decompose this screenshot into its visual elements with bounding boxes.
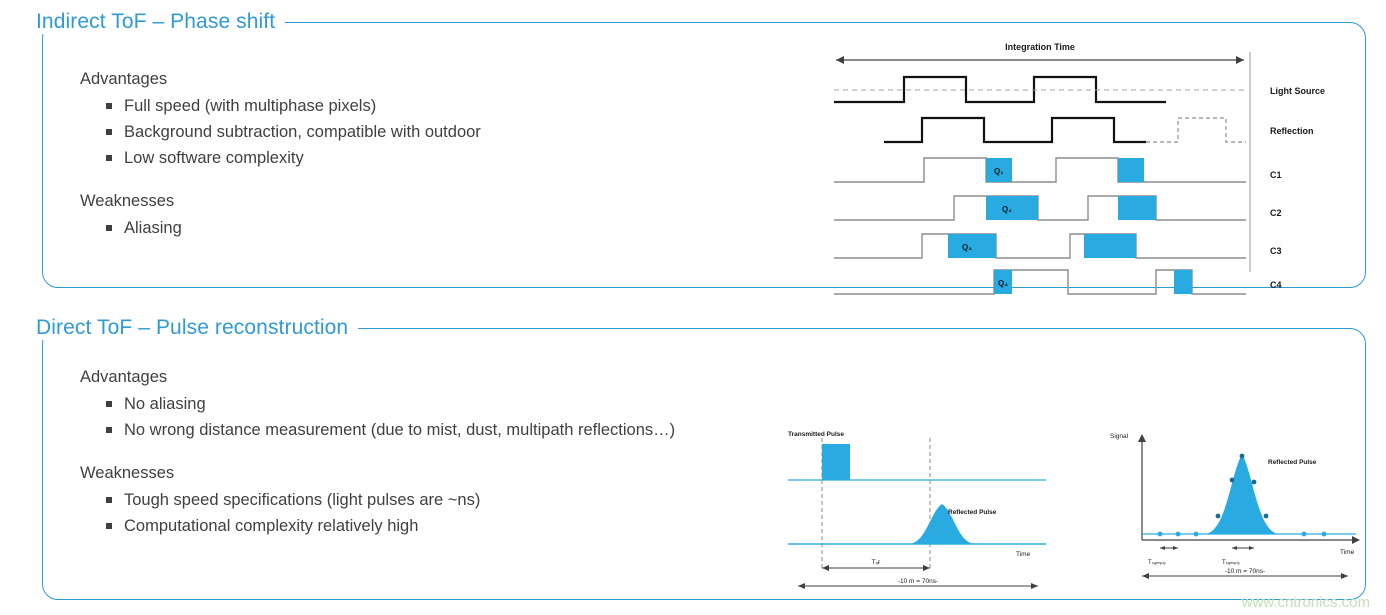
reflected-pulse-label: Reflected Pulse — [948, 509, 997, 516]
row-label-c3: C3 — [1270, 246, 1282, 256]
sample-label-right: Tₛₐₘₚₗₑ — [1222, 560, 1240, 566]
list-item: No aliasing — [106, 392, 840, 418]
row-label-reflection: Reflection — [1270, 126, 1314, 136]
row-label-c1: C1 — [1270, 170, 1282, 180]
transmitted-pulse-label: Transmitted Pulse — [788, 431, 844, 438]
row-label-light-source: Light Source — [1270, 86, 1326, 96]
distance-label: -10 m = 70ns- — [897, 578, 939, 585]
direct-tof-sampling-diagram — [1108, 424, 1373, 584]
list-item: Background subtraction, compatible with outdoor — [106, 120, 840, 146]
charge-label-q4: Q₄ — [998, 279, 1009, 288]
charge-label-q3: Q₃ — [962, 243, 972, 252]
row-label-c2: C2 — [1270, 208, 1282, 218]
indirect-tof-text-block — [80, 68, 840, 242]
tof-label: Tₒғ — [871, 559, 881, 566]
direct-advantages-label: Advantages — [80, 368, 168, 386]
indirect-tof-waveform-svg — [826, 32, 1346, 290]
indirect-advantages-list — [80, 94, 840, 172]
panel-indirect-tof-title: Indirect ToF – Phase shift — [32, 10, 285, 34]
charge-label-q2: Q₂ — [1002, 205, 1012, 214]
reflected-pulse-label: Reflected Pulse — [1268, 459, 1317, 466]
charge-label-q1: Q₁ — [994, 167, 1004, 176]
sample-label-left: Tₛₐₘₚₗₑ — [1148, 560, 1166, 566]
list-item: Tough speed specifications (light pulses are ~ns) — [106, 488, 840, 514]
indirect-weaknesses-label: Weaknesses — [80, 191, 175, 210]
direct-tof-sampling-svg — [1108, 424, 1373, 584]
spacer — [80, 444, 840, 462]
direct-tof-pulse-diagram — [780, 418, 1055, 596]
list-item: Low software complexity — [106, 146, 840, 172]
indirect-tof-timing-diagram — [826, 32, 1346, 290]
signal-axis-label: Signal — [1110, 433, 1129, 440]
direct-tof-text-block — [80, 366, 840, 540]
direct-tof-pulse-svg — [780, 418, 1055, 596]
indirect-advantages-label: Advantages — [80, 70, 168, 88]
direct-weaknesses-label: Weaknesses — [80, 463, 175, 482]
time-axis-label: Time — [1016, 551, 1031, 558]
list-item: Computational complexity relatively high — [106, 514, 840, 540]
indirect-weaknesses-list — [80, 216, 840, 242]
row-label-c4: C4 — [1270, 280, 1282, 290]
list-item: Full speed (with multiphase pixels) — [106, 94, 840, 120]
direct-advantages-list — [80, 392, 840, 444]
panel-direct-tof-title: Direct ToF – Pulse reconstruction — [32, 316, 358, 340]
watermark: www.cntronics.com — [1241, 594, 1370, 611]
list-item: Aliasing — [106, 216, 840, 242]
distance-label: -10 m = 70ns- — [1224, 568, 1266, 575]
direct-weaknesses-list — [80, 488, 840, 540]
list-item: No wrong distance measurement (due to mist, dust, multipath reflections…) — [106, 418, 840, 444]
time-axis-label: Time — [1340, 549, 1355, 556]
integration-time-label: Integration Time — [1005, 42, 1075, 52]
spacer — [80, 172, 840, 190]
